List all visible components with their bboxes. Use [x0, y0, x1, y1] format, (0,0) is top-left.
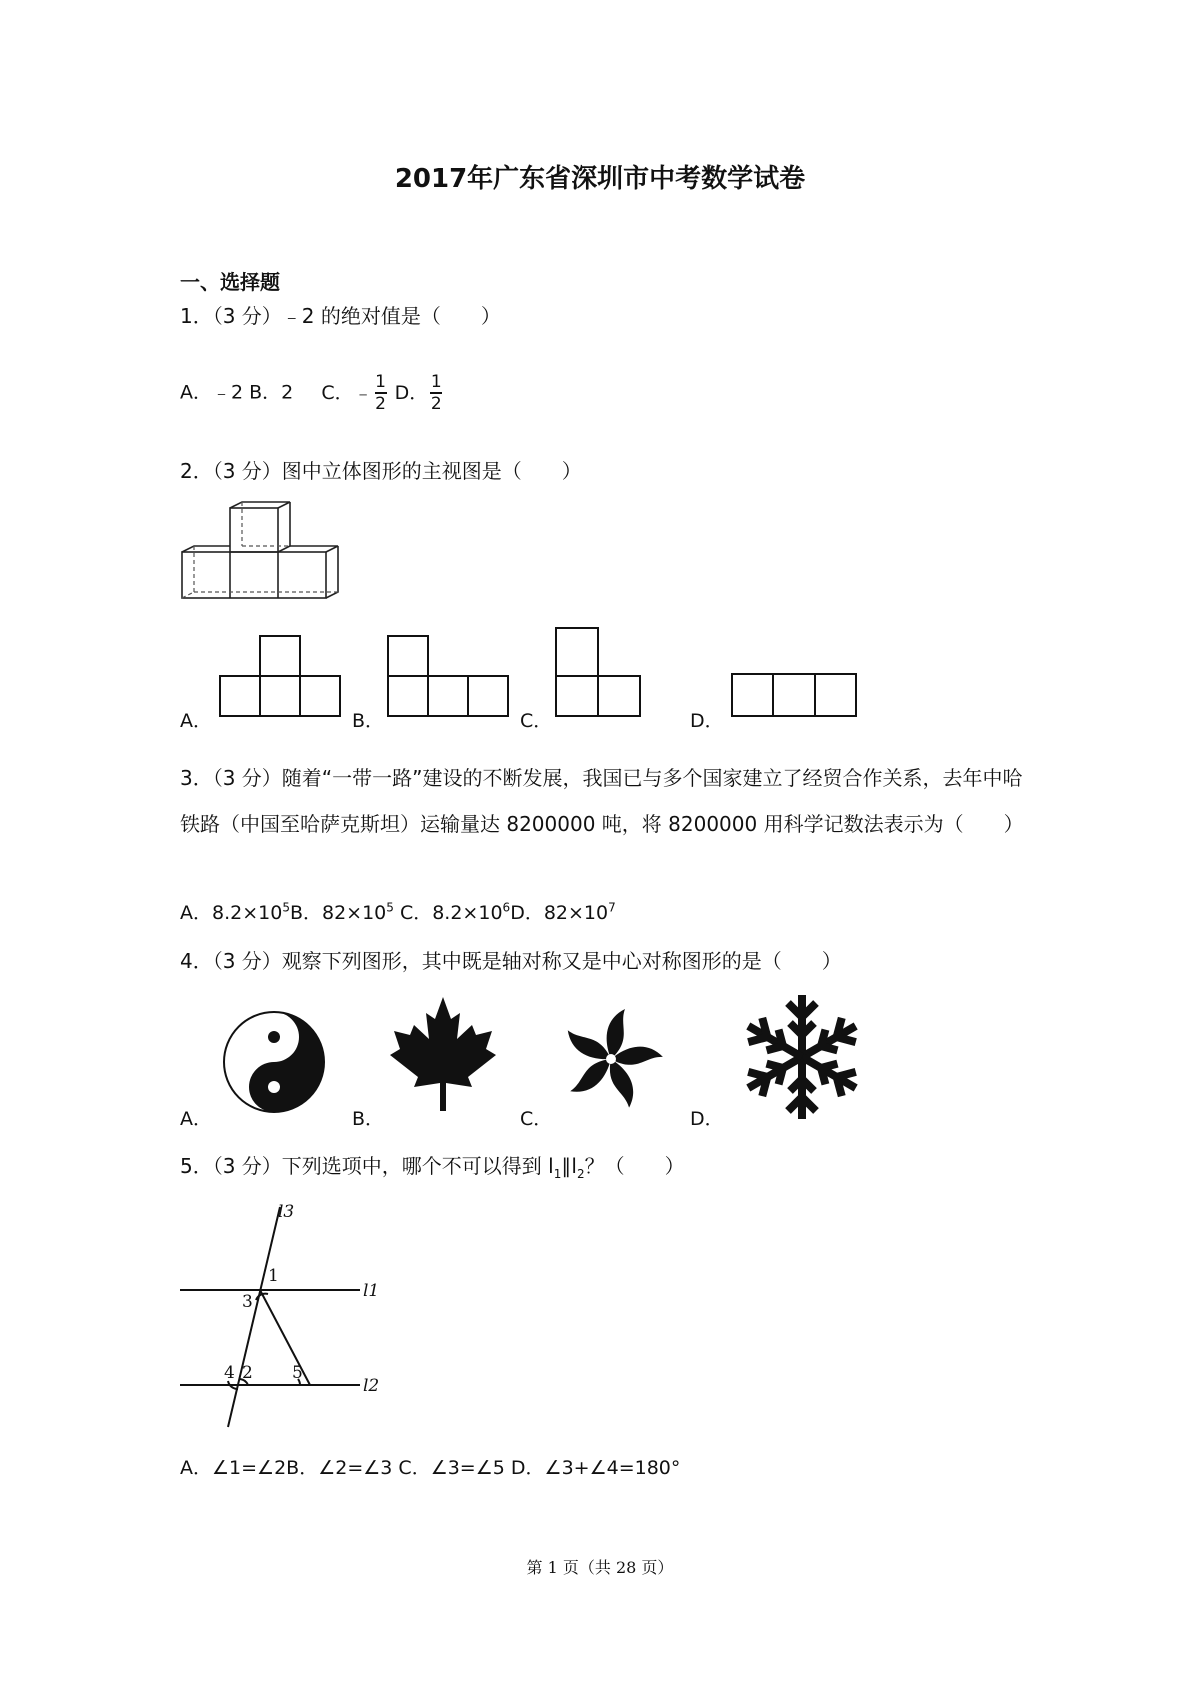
q4-label-b: B． [352, 1108, 385, 1130]
q2-label-c: C． [520, 710, 553, 732]
option-c-exponent: 6 [502, 900, 511, 915]
question-4-stem: 4．（3 分）观察下列图形，其中既是轴对称又是中心对称图形的是（ ） [180, 949, 842, 973]
option-d-label: D． [394, 381, 429, 404]
option-d: D．∠3+∠4=180° [510, 1457, 681, 1479]
option-c: C．∠3=∠5 [398, 1457, 505, 1479]
option-c [321, 372, 388, 414]
fraction-numerator: 1 [375, 372, 386, 392]
angle-3-label: 3 [242, 1292, 253, 1312]
option-a-exponent: 5 [282, 900, 290, 915]
q4-label-d: D． [690, 1108, 724, 1130]
option-a [180, 902, 290, 924]
label-l2: l2 [363, 1376, 380, 1396]
option-d [510, 902, 616, 924]
q4-label-a: A． [180, 1108, 212, 1130]
question-5-stem-end: ？（ ） [584, 1154, 685, 1178]
label-l3: l3 [278, 1202, 295, 1222]
fraction-denominator: 2 [375, 394, 386, 414]
option-b: B．∠2=∠3 [286, 1457, 393, 1479]
parallel-lines-figure [180, 1195, 390, 1430]
fraction-half [430, 372, 442, 414]
angle-5-label: 5 [292, 1363, 303, 1383]
option-a: A．﹣2 [180, 381, 244, 404]
option-d-base: D．82×10 [510, 902, 609, 924]
bauhinia-figure [556, 1004, 666, 1114]
fraction-half [375, 372, 387, 414]
l1-subscript: 1 [553, 1167, 562, 1181]
angle-4-label: 4 [224, 1363, 235, 1383]
option-a: A．∠1=∠2 [180, 1457, 287, 1479]
fraction-denominator: 2 [430, 394, 442, 414]
question-1-options [180, 372, 444, 414]
label-l1: l1 [363, 1281, 380, 1301]
q2-label-b: B． [352, 710, 385, 732]
q2-option-c-figure [554, 626, 644, 718]
q2-label-a: A． [180, 710, 212, 732]
yin-yang-figure [222, 1010, 326, 1114]
question-5-stem [180, 1150, 685, 1181]
angle-1-label: 1 [268, 1266, 279, 1286]
q2-option-a-figure [218, 632, 343, 718]
option-b-exponent: 5 [386, 900, 394, 915]
fraction-numerator: 1 [430, 372, 442, 392]
parallel-symbol: ∥l [561, 1154, 577, 1178]
question-3-stem: 3．（3 分）随着“一带一路”建设的不断发展，我国已与多个国家建立了经贸合作关系，去年中哈铁路（中国至哈萨克斯坦）运输量达 8200000 吨，将 8200000 用科学记数法表示为（ ） [180, 766, 1024, 836]
option-d-exponent: 7 [608, 900, 616, 915]
l2-subscript: 2 [576, 1167, 585, 1181]
question-5-options [180, 1453, 680, 1480]
option-b [290, 902, 394, 924]
option-b: B．2 [249, 381, 294, 404]
q2-label-d: D． [690, 710, 724, 732]
option-a-base: A．8.2×10 [180, 902, 283, 924]
option-c-label: C．﹣ [321, 381, 373, 404]
option-c [400, 902, 510, 924]
option-c-base: C．8.2×10 [399, 902, 503, 924]
question-2-stem: 2．（3 分）图中立体图形的主视图是（ ） [180, 459, 582, 483]
question-5-stem-text: 5．（3 分）下列选项中，哪个不可以得到 l [180, 1154, 554, 1178]
section-heading: 一、选择题 [180, 270, 280, 294]
q4-label-c: C． [520, 1108, 553, 1130]
page-footer: 第 1 页（共 28 页） [526, 1558, 674, 1577]
question-3-options [180, 898, 616, 925]
option-b-base: B．82×10 [289, 902, 387, 924]
option-d [394, 372, 445, 414]
page-title: 2017年广东省深圳市中考数学试卷 [394, 164, 806, 194]
question-1-stem: 1．（3 分）﹣2 的绝对值是（ ） [180, 304, 501, 328]
snowflake-figure [736, 992, 868, 1122]
q2-option-b-figure [386, 634, 511, 718]
angle-2-label: 2 [242, 1363, 253, 1383]
solid-figure [180, 500, 350, 600]
q2-option-d-figure [730, 672, 860, 718]
maple-leaf-figure [388, 995, 498, 1113]
